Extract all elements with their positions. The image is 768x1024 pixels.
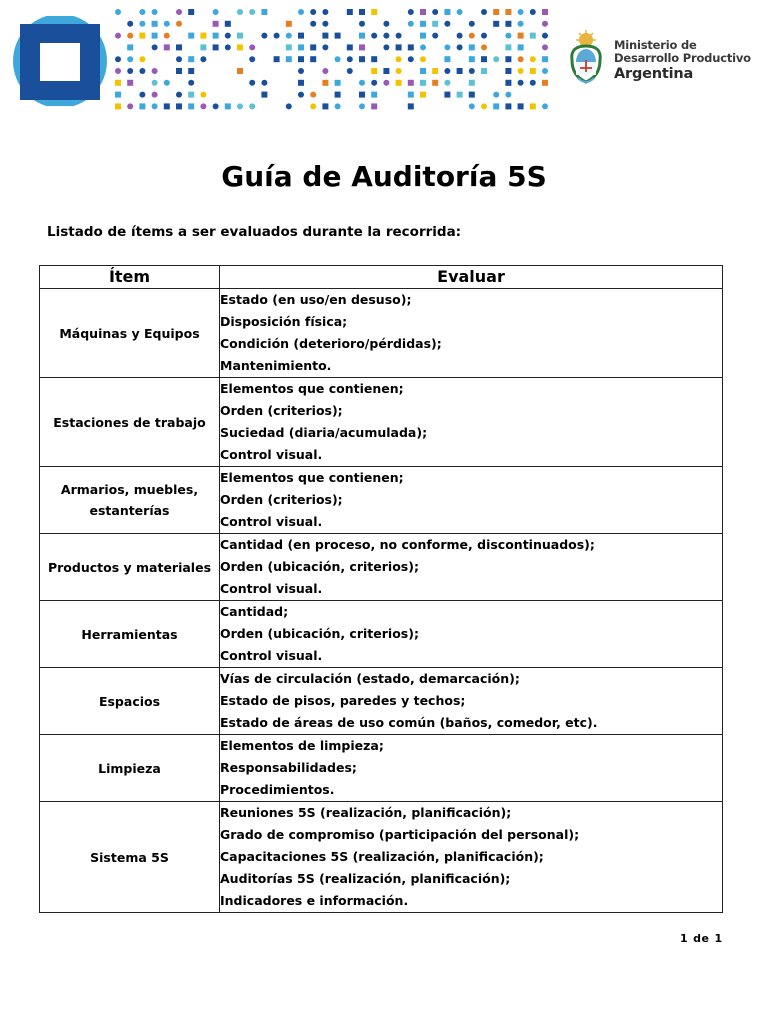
evaluate-entry: Elementos que contienen; xyxy=(220,381,404,396)
table-row xyxy=(40,802,723,913)
evaluate-entry: Vías de circulación (estado, demarcación); xyxy=(220,671,520,686)
evaluate-entry: Grado de compromiso (participación del personal); xyxy=(220,827,580,842)
evaluate-entry: Reuniones 5S (realización, planificación); xyxy=(220,805,512,820)
evaluate-list xyxy=(220,467,723,534)
item-name: Estaciones de trabajo xyxy=(40,378,220,467)
table-row xyxy=(40,467,723,534)
evaluate-entry: Suciedad (diaria/acumulada); xyxy=(220,425,428,440)
evaluate-entry: Capacitaciones 5S (realización, planificación); xyxy=(220,849,544,864)
intro-text: Listado de ítems a ser evaluados durante la recorrida: xyxy=(47,224,462,240)
item-name: Herramientas xyxy=(40,601,220,668)
evaluate-entry: Estado de áreas de uso común (baños, comedor, etc). xyxy=(220,715,598,730)
evaluate-list xyxy=(220,534,723,601)
table-row xyxy=(40,668,723,735)
item-name: Limpieza xyxy=(40,735,220,802)
evaluate-list xyxy=(220,735,723,802)
page-total: 1 xyxy=(714,932,723,945)
table-row xyxy=(40,735,723,802)
evaluate-entry: Auditorías 5S (realización, planificación); xyxy=(220,871,511,886)
evaluate-entry: Elementos de limpieza; xyxy=(220,738,384,753)
evaluate-entry: Indicadores e información. xyxy=(220,893,409,908)
evaluate-entry: Orden (ubicación, criterios); xyxy=(220,559,419,574)
page-current: 1 xyxy=(680,932,689,945)
evaluate-entry: Control visual. xyxy=(220,648,323,663)
audit-table xyxy=(39,265,723,913)
table-row xyxy=(40,601,723,668)
item-name: Espacios xyxy=(40,668,220,735)
country-name: Argentina xyxy=(614,66,694,82)
evaluate-entry: Orden (criterios); xyxy=(220,403,343,418)
brand-square-logo xyxy=(12,16,112,106)
ministry-name-line1: Ministerio de xyxy=(614,38,697,52)
evaluate-entry: Cantidad (en proceso, no conforme, discontinuados); xyxy=(220,537,595,552)
item-name: Máquinas y Equipos xyxy=(40,289,220,378)
column-header-item: Ítem xyxy=(40,266,220,289)
decorative-dot-pattern xyxy=(110,4,555,114)
evaluate-list xyxy=(220,802,723,913)
item-name: Sistema 5S xyxy=(40,802,220,913)
evaluate-list xyxy=(220,378,723,467)
table-row xyxy=(40,289,723,378)
table-row xyxy=(40,378,723,467)
page-number xyxy=(680,932,728,945)
evaluate-entry: Responsabilidades; xyxy=(220,760,357,775)
evaluate-entry: Control visual. xyxy=(220,581,323,596)
evaluate-list xyxy=(220,289,723,378)
evaluate-entry: Estado (en uso/en desuso); xyxy=(220,292,412,307)
evaluate-entry: Control visual. xyxy=(220,514,323,529)
evaluate-list xyxy=(220,601,723,668)
page-header xyxy=(0,0,768,120)
evaluate-entry: Estado de pisos, paredes y techos; xyxy=(220,693,466,708)
page-separator: de xyxy=(693,932,710,945)
ministry-name-line2: Desarrollo Productivo xyxy=(614,51,751,65)
evaluate-entry: Orden (ubicación, criterios); xyxy=(220,626,419,641)
document-title: Guía de Auditoría 5S xyxy=(221,160,547,193)
evaluate-entry: Procedimientos. xyxy=(220,782,335,797)
evaluate-entry: Disposición física; xyxy=(220,314,348,329)
table-header-row xyxy=(40,266,723,289)
ministry-logo xyxy=(566,30,756,90)
evaluate-entry: Orden (criterios); xyxy=(220,492,343,507)
evaluate-entry: Condición (deterioro/pérdidas); xyxy=(220,336,442,351)
item-name: Productos y materiales xyxy=(40,534,220,601)
evaluate-entry: Control visual. xyxy=(220,447,323,462)
evaluate-entry: Cantidad; xyxy=(220,604,289,619)
table-row xyxy=(40,534,723,601)
evaluate-entry: Mantenimiento. xyxy=(220,358,332,373)
column-header-evaluate: Evaluar xyxy=(220,266,723,289)
item-name: Armarios, muebles, estanterías xyxy=(40,467,220,534)
argentina-coat-of-arms-icon xyxy=(566,30,606,86)
evaluate-list xyxy=(220,668,723,735)
evaluate-entry: Elementos que contienen; xyxy=(220,470,404,485)
